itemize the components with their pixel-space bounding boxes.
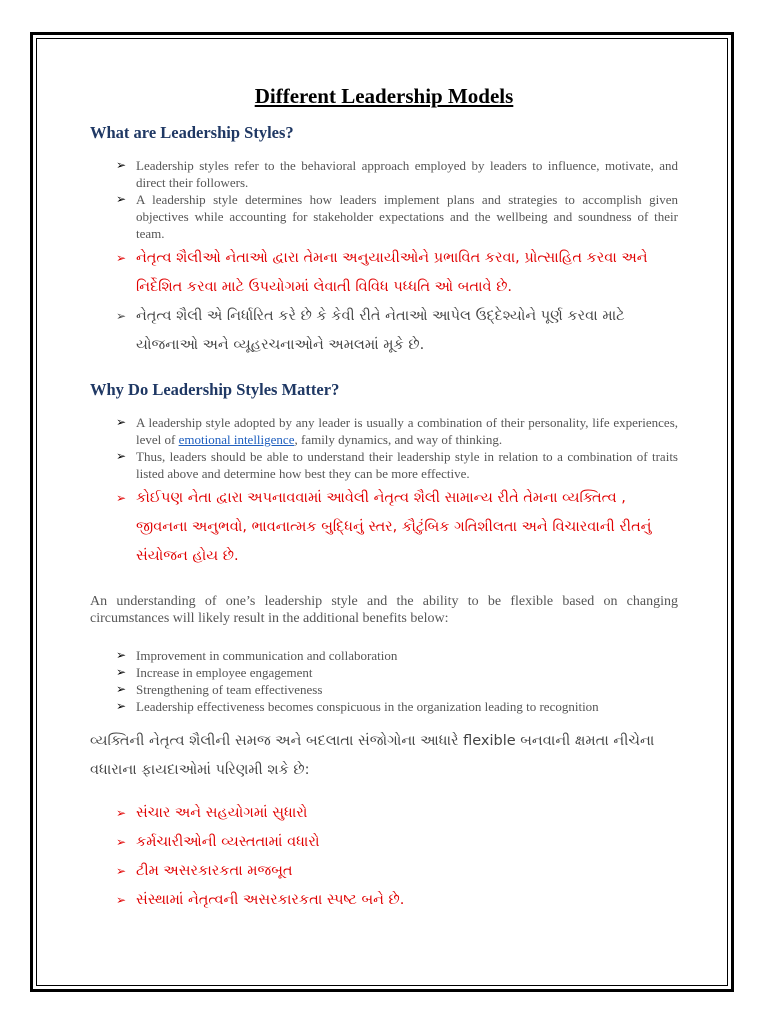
list-item: ➢ Strengthening of team effectiveness — [116, 682, 323, 697]
list-item: ➢ કર્મચારીઓની વ્યસ્તતામાં વધારો — [116, 828, 678, 857]
list-item: ➢ Thus, leaders should be able to understand their leadership style in relation to a combination of traits listed above and determine how best they can be more effective. — [116, 449, 678, 481]
arrow-bullet-icon: ➢ — [116, 251, 127, 265]
arrow-bullet-icon: ➢ — [116, 893, 127, 907]
section-heading-why-styles-matter: Why Do Leadership Styles Matter? — [90, 380, 340, 399]
benefits-intro-paragraph: An understanding of one’s leadership style and the ability to be flexible based on changing circumstances will likely result in the additional benefits below: — [90, 594, 678, 626]
arrow-bullet-icon: ➢ — [116, 699, 127, 713]
arrow-bullet-icon: ➢ — [116, 415, 127, 429]
document-content — [90, 84, 678, 915]
arrow-bullet-icon: ➢ — [116, 835, 127, 849]
arrow-bullet-icon: ➢ — [116, 491, 127, 505]
list-item: ➢ Leadership effectiveness becomes conspicuous in the organization leading to recognition — [116, 699, 599, 714]
arrow-bullet-icon: ➢ — [116, 665, 127, 679]
list-item: ➢ નેતૃત્વ શૈલી એ નિર્ધારિત કરે છે કે કેવી રીતે નેતાઓ આપેલ ઉદ્દેશ્યોને પૂર્ણ કરવા માટે યોજનાઓ અને વ્યૂહરચનાઓને અમલમાં મૂકે છે. — [116, 302, 678, 360]
list-item: ➢ કોઈપણ નેતા દ્વારા અપનાવવામાં આવેલી નેતૃત્વ શૈલી સામાન્ય રીતે તેમના વ્યક્તિત્વ , જીવનના અનુભવો, ભાવનાત્મક બુદ્ધિનું સ્તર, કૌટુંબિક ગતિશીલતા અને વિચારવાની રીતનું સંયોજન હોય છે. — [116, 484, 678, 571]
section-heading-leadership-styles: What are Leadership Styles? — [90, 123, 294, 142]
arrow-bullet-icon: ➢ — [116, 192, 127, 206]
benefits-list — [90, 647, 678, 715]
arrow-bullet-icon: ➢ — [116, 309, 127, 323]
gujarati-benefits-list — [90, 799, 678, 915]
list-item: ➢ સંસ્થામાં નેતૃત્વની અસરકારકતા સ્પષ્ટ બને છે. — [116, 886, 678, 915]
list-item: ➢ ટીમ અસરકારકતા મજબૂત — [116, 857, 678, 886]
document-title: Different Leadership Models — [254, 84, 514, 108]
arrow-bullet-icon: ➢ — [116, 158, 127, 172]
arrow-bullet-icon: ➢ — [116, 864, 127, 878]
list-item: ➢ નેતૃત્વ શૈલીઓ નેતાઓ દ્વારા તેમના અનુયાયીઓને પ્રભાવિત કરવા, પ્રોત્સાહિત કરવા અને નિર્દેશિત કરવા માટે ઉપયોગમાં લેવાતી વિવિધ પધ્ધતિ ઓ બતાવે છે. — [116, 244, 678, 302]
arrow-bullet-icon: ➢ — [116, 648, 127, 662]
arrow-bullet-icon: ➢ — [116, 806, 127, 820]
list-item: ➢ Increase in employee engagement — [116, 665, 313, 680]
section1-gujarati-list — [90, 244, 678, 360]
section2-gujarati-list — [90, 484, 678, 571]
list-item: ➢ Improvement in communication and collaboration — [116, 648, 398, 663]
section1-english-list — [90, 157, 678, 242]
section2-english-list — [90, 414, 678, 482]
gujarati-benefits-intro-paragraph: વ્યક્તિની નેતૃત્વ શૈલીની સમજ અને બદલાતા સંજોગોના આધારે flexible બનવાની ક્ષમતા નીચેના વધારાના ફાયદાઓમાં પરિણમી શકે છે: — [90, 733, 655, 778]
list-item: ➢ Leadership styles refer to the behavioral approach employed by leaders to influence, motivate, and direct their followers. — [116, 158, 678, 190]
arrow-bullet-icon: ➢ — [116, 449, 127, 463]
list-item: ➢ સંચાર અને સહયોગમાં સુધારો — [116, 799, 678, 828]
list-item: ➢ A leadership style adopted by any leader is usually a combination of their personality, life experiences, level of emotional intelligence, family dynamics, and way of thinking. — [116, 415, 678, 447]
arrow-bullet-icon: ➢ — [116, 682, 127, 696]
list-item: ➢ A leadership style determines how leaders implement plans and strategies to accomplish given objectives while accounting for stakeholder expectations and the wellbeing and soundness of their team. — [116, 192, 678, 241]
emotional-intelligence-link[interactable]: emotional intelligence — [178, 432, 295, 447]
